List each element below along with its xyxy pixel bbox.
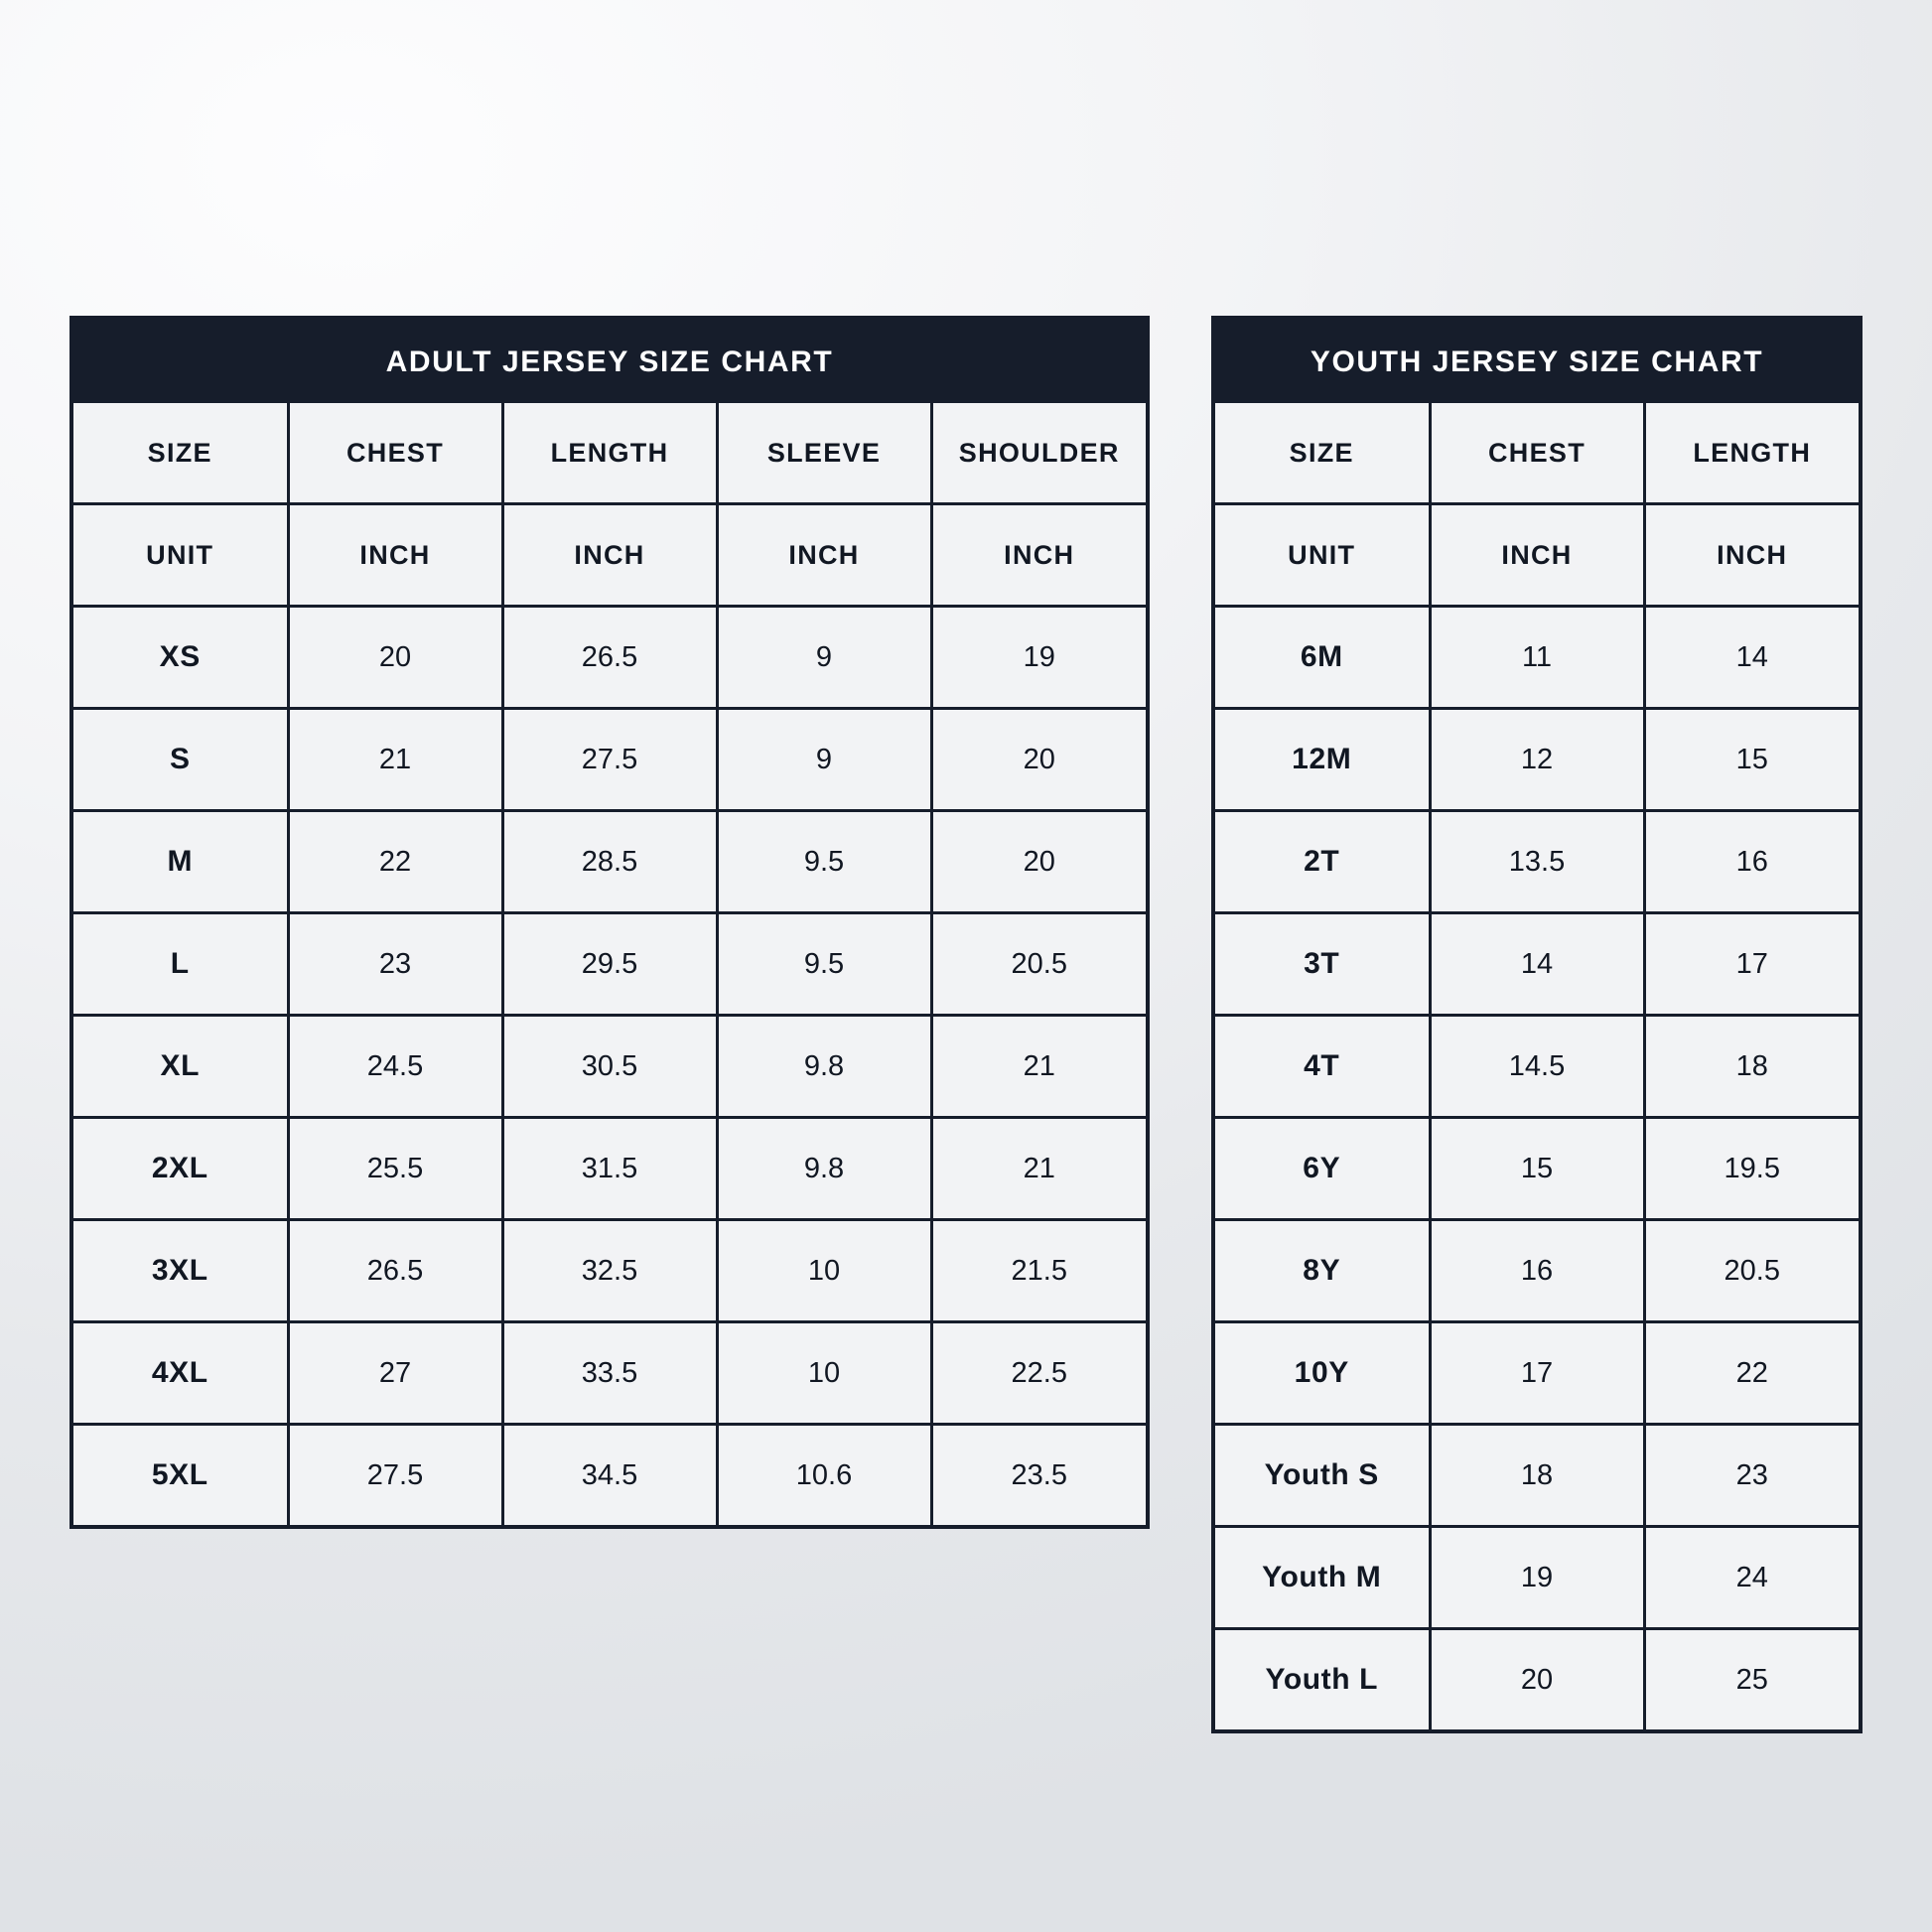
adult-jersey-size-chart [69, 316, 1150, 1529]
table-row [1215, 811, 1859, 913]
adult-chart-title: ADULT JERSEY SIZE CHART [73, 320, 1146, 403]
adult-col-header-length: LENGTH [502, 403, 717, 504]
table-row [73, 1016, 1146, 1118]
adult-2xl-shoulder: 21 [931, 1118, 1146, 1220]
youth-l-chest: 20 [1430, 1629, 1644, 1730]
table-row [1215, 1425, 1859, 1527]
table-row [1215, 1220, 1859, 1322]
adult-l-shoulder: 20.5 [931, 913, 1146, 1016]
table-row [73, 709, 1146, 811]
youth-unit-row [1215, 504, 1859, 607]
table-row [73, 1118, 1146, 1220]
youth-unit-label: UNIT [1215, 504, 1430, 607]
adult-4xl-shoulder: 22.5 [931, 1322, 1146, 1425]
adult-l-sleeve: 9.5 [717, 913, 931, 1016]
youth-3t-length: 17 [1644, 913, 1859, 1016]
youth-8y-chest: 16 [1430, 1220, 1644, 1322]
adult-col-header-size: SIZE [73, 403, 288, 504]
youth-s-length: 23 [1644, 1425, 1859, 1527]
adult-size-l: L [73, 913, 288, 1016]
youth-unit-chest: INCH [1430, 504, 1644, 607]
youth-size-4t: 4T [1215, 1016, 1430, 1118]
youth-size-10y: 10Y [1215, 1322, 1430, 1425]
youth-size-l: Youth L [1215, 1629, 1430, 1730]
table-row [73, 811, 1146, 913]
adult-m-sleeve: 9.5 [717, 811, 931, 913]
adult-l-chest: 23 [288, 913, 502, 1016]
youth-6y-length: 19.5 [1644, 1118, 1859, 1220]
adult-unit-label: UNIT [73, 504, 288, 607]
youth-8y-length: 20.5 [1644, 1220, 1859, 1322]
youth-col-header-length: LENGTH [1644, 403, 1859, 504]
youth-10y-chest: 17 [1430, 1322, 1644, 1425]
table-row [1215, 1118, 1859, 1220]
youth-size-m: Youth M [1215, 1527, 1430, 1629]
table-row [1215, 1527, 1859, 1629]
adult-size-5xl: 5XL [73, 1425, 288, 1526]
table-row [1215, 709, 1859, 811]
adult-col-header-sleeve: SLEEVE [717, 403, 931, 504]
adult-size-3xl: 3XL [73, 1220, 288, 1322]
adult-5xl-chest: 27.5 [288, 1425, 502, 1526]
adult-unit-length: INCH [502, 504, 717, 607]
youth-size-12m: 12M [1215, 709, 1430, 811]
adult-4xl-sleeve: 10 [717, 1322, 931, 1425]
youth-size-3t: 3T [1215, 913, 1430, 1016]
table-row [73, 1220, 1146, 1322]
adult-3xl-shoulder: 21.5 [931, 1220, 1146, 1322]
adult-size-m: M [73, 811, 288, 913]
adult-size-s: S [73, 709, 288, 811]
table-row [73, 913, 1146, 1016]
adult-5xl-length: 34.5 [502, 1425, 717, 1526]
adult-xs-shoulder: 19 [931, 607, 1146, 709]
adult-size-4xl: 4XL [73, 1322, 288, 1425]
youth-3t-chest: 14 [1430, 913, 1644, 1016]
adult-col-header-shoulder: SHOULDER [931, 403, 1146, 504]
table-row [73, 1425, 1146, 1526]
adult-m-shoulder: 20 [931, 811, 1146, 913]
youth-12m-length: 15 [1644, 709, 1859, 811]
youth-6m-chest: 11 [1430, 607, 1644, 709]
adult-size-xl: XL [73, 1016, 288, 1118]
adult-size-xs: XS [73, 607, 288, 709]
adult-xl-shoulder: 21 [931, 1016, 1146, 1118]
adult-5xl-sleeve: 10.6 [717, 1425, 931, 1526]
adult-unit-chest: INCH [288, 504, 502, 607]
adult-xs-length: 26.5 [502, 607, 717, 709]
adult-unit-shoulder: INCH [931, 504, 1146, 607]
youth-12m-chest: 12 [1430, 709, 1644, 811]
table-row [1215, 607, 1859, 709]
youth-4t-length: 18 [1644, 1016, 1859, 1118]
adult-3xl-chest: 26.5 [288, 1220, 502, 1322]
table-row [1215, 1629, 1859, 1730]
table-row [73, 1322, 1146, 1425]
adult-m-chest: 22 [288, 811, 502, 913]
adult-s-length: 27.5 [502, 709, 717, 811]
youth-size-s: Youth S [1215, 1425, 1430, 1527]
adult-unit-sleeve: INCH [717, 504, 931, 607]
table-row [1215, 1322, 1859, 1425]
youth-size-6y: 6Y [1215, 1118, 1430, 1220]
table-row [1215, 913, 1859, 1016]
adult-s-sleeve: 9 [717, 709, 931, 811]
adult-xs-chest: 20 [288, 607, 502, 709]
youth-size-8y: 8Y [1215, 1220, 1430, 1322]
adult-size-table [73, 403, 1146, 1525]
youth-l-length: 25 [1644, 1629, 1859, 1730]
adult-l-length: 29.5 [502, 913, 717, 1016]
adult-xl-sleeve: 9.8 [717, 1016, 931, 1118]
adult-2xl-sleeve: 9.8 [717, 1118, 931, 1220]
youth-6m-length: 14 [1644, 607, 1859, 709]
adult-s-shoulder: 20 [931, 709, 1146, 811]
youth-6y-chest: 15 [1430, 1118, 1644, 1220]
adult-5xl-shoulder: 23.5 [931, 1425, 1146, 1526]
youth-10y-length: 22 [1644, 1322, 1859, 1425]
adult-3xl-length: 32.5 [502, 1220, 717, 1322]
adult-unit-row [73, 504, 1146, 607]
adult-xl-chest: 24.5 [288, 1016, 502, 1118]
adult-2xl-length: 31.5 [502, 1118, 717, 1220]
youth-2t-chest: 13.5 [1430, 811, 1644, 913]
table-row [1215, 1016, 1859, 1118]
adult-col-header-chest: CHEST [288, 403, 502, 504]
youth-size-2t: 2T [1215, 811, 1430, 913]
youth-s-chest: 18 [1430, 1425, 1644, 1527]
youth-size-table [1215, 403, 1859, 1729]
youth-unit-length: INCH [1644, 504, 1859, 607]
adult-xl-length: 30.5 [502, 1016, 717, 1118]
youth-m-chest: 19 [1430, 1527, 1644, 1629]
adult-header-row [73, 403, 1146, 504]
adult-4xl-length: 33.5 [502, 1322, 717, 1425]
youth-m-length: 24 [1644, 1527, 1859, 1629]
adult-s-chest: 21 [288, 709, 502, 811]
youth-header-row [1215, 403, 1859, 504]
youth-col-header-chest: CHEST [1430, 403, 1644, 504]
youth-col-header-size: SIZE [1215, 403, 1430, 504]
youth-chart-title: YOUTH JERSEY SIZE CHART [1215, 320, 1859, 403]
youth-4t-chest: 14.5 [1430, 1016, 1644, 1118]
adult-m-length: 28.5 [502, 811, 717, 913]
adult-xs-sleeve: 9 [717, 607, 931, 709]
adult-size-2xl: 2XL [73, 1118, 288, 1220]
adult-4xl-chest: 27 [288, 1322, 502, 1425]
youth-2t-length: 16 [1644, 811, 1859, 913]
adult-3xl-sleeve: 10 [717, 1220, 931, 1322]
table-row [73, 607, 1146, 709]
adult-2xl-chest: 25.5 [288, 1118, 502, 1220]
youth-jersey-size-chart [1211, 316, 1863, 1733]
youth-size-6m: 6M [1215, 607, 1430, 709]
